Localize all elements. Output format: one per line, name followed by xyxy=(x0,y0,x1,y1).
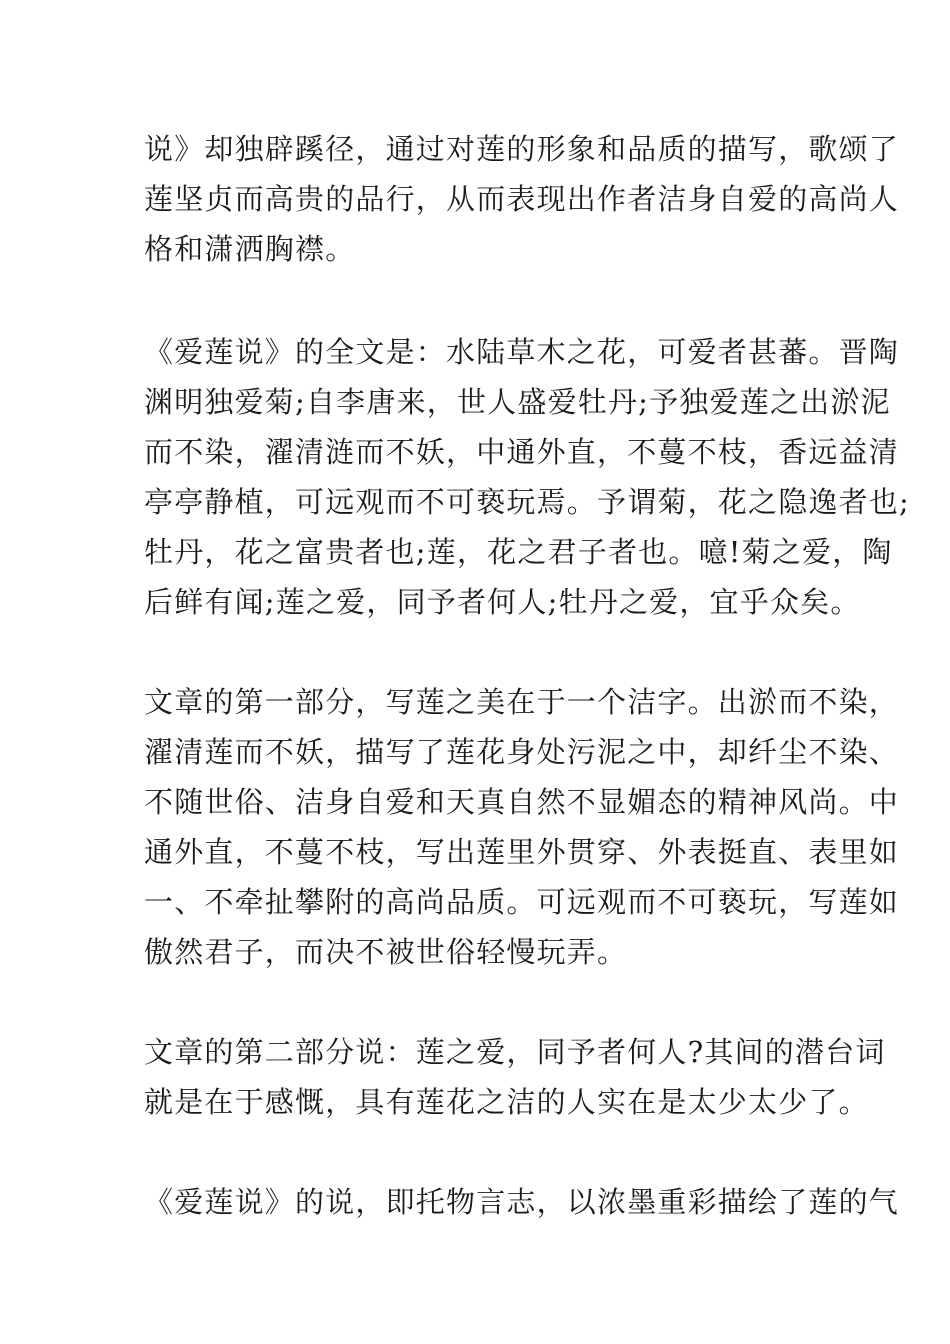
paragraph-2-line-3: 而不染，濯清涟而不妖，中通外直，不蔓不枝，香远益清 xyxy=(144,435,900,469)
paragraph-1-line-1: 说》却独辟蹊径，通过对莲的形象和品质的描写，歌颂了 xyxy=(144,132,900,166)
paragraph-2-line-2: 渊明独爱菊;自李唐来，世人盛爱牡丹;予独爱莲之出淤泥 xyxy=(144,385,891,419)
paragraph-2-line-6: 后鲜有闻;莲之爱，同予者何人;牡丹之爱，宜乎众矣。 xyxy=(144,585,861,619)
paragraph-4-line-2: 就是在于感慨，具有莲花之洁的人实在是太少太少了。 xyxy=(144,1085,869,1119)
paragraph-1-line-2: 莲坚贞而高贵的品行，从而表现出作者洁身自爱的高尚人 xyxy=(144,182,900,216)
paragraph-2-line-4: 亭亭静植，可远观而不可亵玩焉。予谓菊，花之隐逸者也; xyxy=(144,485,910,519)
paragraph-2-line-5: 牡丹，花之富贵者也;莲，花之君子者也。噫!菊之爱，陶 xyxy=(144,535,893,569)
paragraph-3-line-1: 文章的第一部分，写莲之美在于一个洁字。出淤而不染， xyxy=(144,685,900,719)
paragraph-2-line-1: 《爱莲说》的全文是：水陆草木之花，可爱者甚蕃。晋陶 xyxy=(144,335,900,369)
paragraph-5-line-1: 《爱莲说》的说，即托物言志，以浓墨重彩描绘了莲的气 xyxy=(144,1185,900,1219)
paragraph-3-line-5: 一、不牵扯攀附的高尚品质。可远观而不可亵玩，写莲如 xyxy=(144,885,900,919)
paragraph-3-line-3: 不随世俗、洁身自爱和天真自然不显媚态的精神风尚。中 xyxy=(144,785,900,819)
paragraph-3-line-4: 通外直，不蔓不枝，写出莲里外贯穿、外表挺直、表里如 xyxy=(144,835,900,869)
paragraph-4-line-1: 文章的第二部分说：莲之爱，同予者何人?其间的潜台词 xyxy=(144,1035,886,1069)
paragraph-3-line-2: 濯清莲而不妖，描写了莲花身处污泥之中，却纤尘不染、 xyxy=(144,735,900,769)
paragraph-1-line-3: 格和潇洒胸襟。 xyxy=(144,232,356,266)
paragraph-3-line-6: 傲然君子，而决不被世俗轻慢玩弄。 xyxy=(144,935,628,969)
